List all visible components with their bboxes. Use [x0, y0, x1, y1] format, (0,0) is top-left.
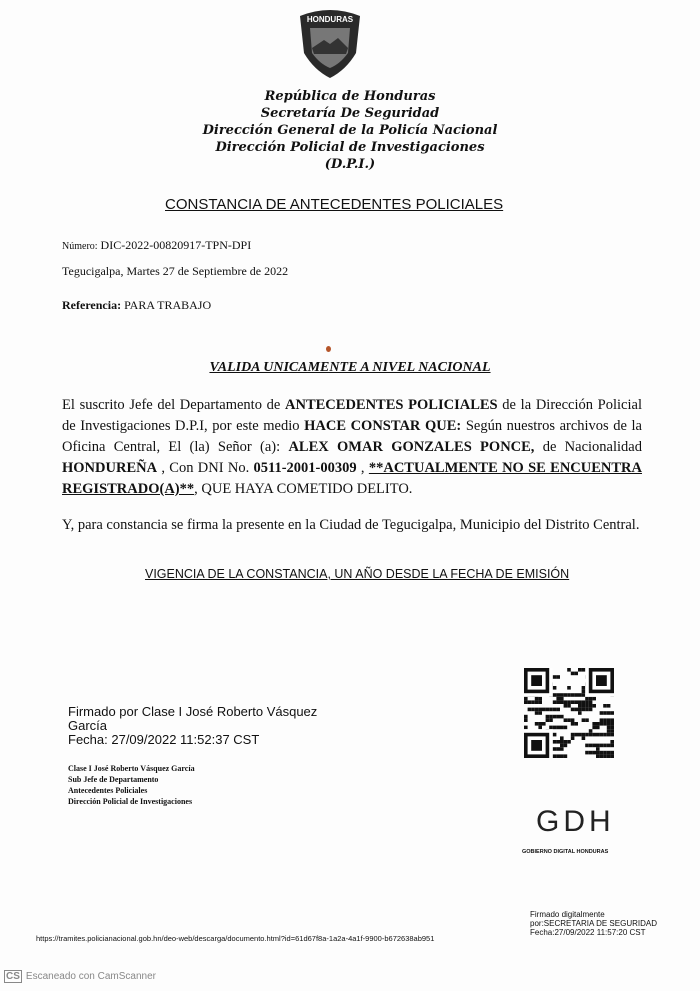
- header-line: República de Honduras: [264, 89, 436, 104]
- person-name: ALEX OMAR GONZALES PONCE,: [288, 439, 535, 455]
- header-lines: [0, 88, 700, 173]
- digital-line: Firmado digitalmente: [530, 910, 605, 919]
- svg-text:HONDURAS: HONDURAS: [306, 15, 354, 24]
- text: El suscrito Jefe del Departamento de: [62, 397, 286, 413]
- numero: [62, 238, 251, 253]
- verification-url[interactable]: https://tramites.policianacional.gob.hn/deo-web/descarga/documento.html?id=61d67f8a-1a2a-4a1f-9900-b672638ab951: [36, 934, 435, 943]
- referencia-label: Referencia:: [62, 298, 122, 312]
- nationality: HONDUREÑA: [62, 460, 158, 476]
- signature-date: Fecha: 27/09/2022 11:52:37 CST: [68, 732, 260, 747]
- body-paragraph-1: [62, 395, 642, 500]
- text: ANTECEDENTES POLICIALES: [285, 397, 498, 413]
- camscanner-icon: CS: [6, 971, 20, 982]
- text: de Nacionalidad: [534, 439, 642, 455]
- header-line: Secretaría De Seguridad: [260, 106, 440, 121]
- digital-line: por:SECRETARIA DE SEGURIDAD: [530, 919, 657, 928]
- camscanner-text: Escaneado con CamScanner: [25, 971, 156, 982]
- document-title: CONSTANCIA DE ANTECEDENTES POLICIALES: [165, 196, 504, 213]
- text: , Con DNI No.: [157, 460, 254, 476]
- header-line: Dirección Policial de Investigaciones: [215, 140, 485, 155]
- text: Según nuestros archivos de la Oficina Central, El (la) Señor (a):: [62, 418, 642, 455]
- digital-signature: [530, 910, 657, 937]
- numero-value: DIC-2022-00820917-TPN-DPI: [100, 238, 252, 252]
- text: , QUE HAYA COMETIDO DELITO.: [194, 481, 413, 497]
- digital-line: Fecha:27/09/2022 11:57:20 CST: [530, 928, 646, 937]
- fecha-lugar: Tegucigalpa, Martes 27 de Septiembre de 2022: [62, 264, 289, 278]
- ink-mark: [326, 346, 331, 352]
- vigencia: VIGENCIA DE LA CONSTANCIA, UN AÑO DESDE LA FECHA DE EMISIÓN: [145, 567, 570, 581]
- police-badge-logo: [296, 8, 364, 80]
- signature-line: García: [68, 718, 108, 733]
- text: ,: [356, 460, 369, 476]
- header-line: (D.P.I.): [324, 157, 376, 172]
- signatory-line: Dirección Policial de Investigaciones: [68, 797, 193, 806]
- camscanner-watermark: [4, 970, 156, 983]
- text: de la Dirección Policial de Investigaciones D.P.I, por este medio: [62, 397, 642, 434]
- signatory-details: [68, 763, 195, 807]
- referencia: [62, 298, 211, 313]
- body-paragraph-2: Y, para constancia se firma la presente en la Ciudad de Tegucigalpa, Municipio del Distrito Central.: [62, 517, 640, 533]
- signatory-line: Sub Jefe de Departamento: [68, 775, 159, 784]
- signatory-line: Clase I José Roberto Vásquez García: [68, 764, 195, 773]
- qr-code: [524, 663, 614, 763]
- gdh-logo: GDH: [536, 805, 615, 838]
- numero-label: Número:: [62, 241, 98, 252]
- signatory-line: Antecedentes Policiales: [68, 786, 148, 795]
- gdh-caption: GOBIERNO DIGITAL HONDURAS: [522, 849, 609, 855]
- signature-line: Firmado por Clase I José Roberto Vásquez: [68, 704, 318, 719]
- text: HACE CONSTAR QUE:: [304, 418, 462, 434]
- referencia-value: PARA TRABAJO: [124, 298, 212, 312]
- signature-block: [68, 705, 317, 747]
- validez: VALIDA UNICAMENTE A NIVEL NACIONAL: [209, 360, 491, 375]
- dni: 0511-2001-00309: [253, 460, 357, 476]
- record-status: **ACTUALMENTE NO SE ENCUENTRA REGISTRADO(A)**: [62, 460, 643, 497]
- header-line: Dirección General de la Policía Nacional: [202, 123, 498, 138]
